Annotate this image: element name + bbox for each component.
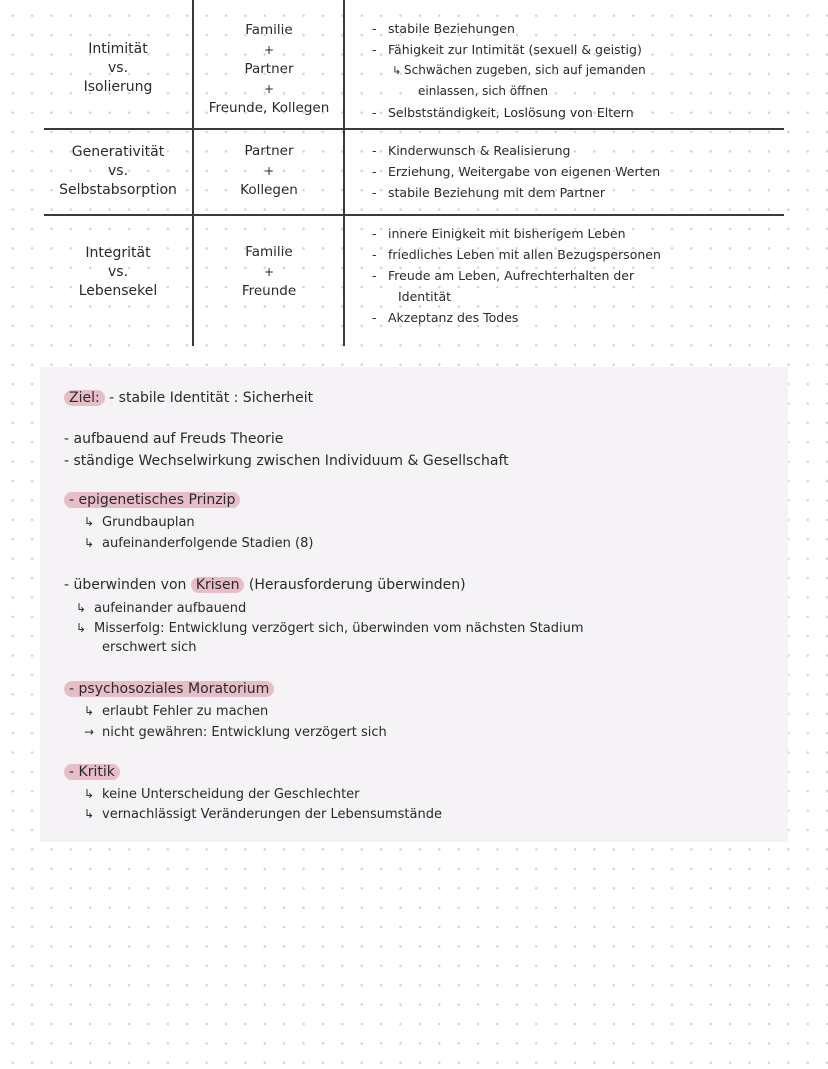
turn-arrow-icon: ↳ — [76, 601, 87, 615]
characteristic-item: - innere Einigkeit mit bisherigem Leben — [372, 223, 792, 244]
note-subline — [84, 804, 442, 825]
characteristic-item-cont: Identität — [398, 289, 452, 304]
note-subline — [76, 618, 584, 639]
relation-text: Familie — [245, 244, 293, 260]
note-subtext: Grundbauplan — [102, 515, 195, 530]
note-subline — [84, 784, 360, 805]
stage-cell — [44, 236, 192, 308]
turn-arrow-icon: ↳ — [84, 807, 95, 821]
stage-cell — [44, 136, 192, 206]
moratorium-heading — [64, 679, 274, 699]
stage-line: Generativität — [71, 143, 165, 160]
turn-arrow-icon: ↳ — [84, 536, 95, 550]
critique-title: Kritik — [78, 764, 115, 780]
relation-plus: + — [263, 265, 275, 279]
stage-line: vs. — [107, 59, 129, 76]
turn-arrow-icon: ↳ — [84, 787, 95, 801]
relations-cell — [194, 14, 344, 124]
characteristic-item: - Freude am Leben, Aufrechterhalten der — [372, 265, 792, 286]
stage-line: Isolierung — [83, 78, 153, 95]
epigenetic-title: epigenetisches Prinzip — [78, 492, 236, 508]
stage-line: Integrität — [85, 244, 151, 261]
note-subline — [84, 512, 195, 533]
goal-line — [64, 388, 313, 408]
note-subtext: aufeinander aufbauend — [94, 601, 247, 616]
note-line: - ständige Wechselwirkung zwischen Individuum & Gesellschaft — [64, 453, 509, 469]
goal-text: - stabile Identität : Sicherheit — [109, 390, 314, 406]
turn-arrow-icon: ↳ — [84, 515, 95, 529]
crisis-line — [64, 575, 466, 595]
crisis-pre: - überwinden von — [64, 577, 187, 593]
turn-arrow-icon: ↳ — [76, 621, 87, 635]
note-subtext: aufeinanderfolgende Stadien (8) — [102, 536, 314, 551]
characteristic-item: - Fähigkeit zur Intimität (sexuell & geistig) — [372, 39, 792, 60]
stage-line: Intimität — [88, 40, 148, 57]
stage-line: Selbstabsorption — [59, 181, 177, 198]
characteristic-item: - Akzeptanz des Todes — [372, 307, 792, 328]
relation-text: Partner — [244, 143, 294, 159]
relation-plus: + — [263, 42, 275, 57]
characteristics-cell — [372, 223, 792, 328]
note-subline-cont: erschwert sich — [102, 640, 197, 655]
relation-text: Partner — [244, 60, 294, 77]
relation-text: Kollegen — [240, 182, 298, 198]
note-line: - aufbauend auf Freuds Theorie — [64, 431, 284, 447]
critique-highlight: - Kritik — [64, 764, 120, 780]
stage-line: vs. — [107, 263, 129, 280]
note-subline — [84, 701, 268, 722]
moratorium-highlight: - psychosoziales Moratorium — [64, 681, 274, 697]
characteristic-item: - stabile Beziehung mit dem Partner — [372, 182, 792, 203]
stage-cell — [44, 30, 192, 106]
relation-plus: + — [263, 164, 275, 178]
characteristic-subitem: ↳ Schwächen zugeben, sich auf jemanden — [372, 60, 792, 81]
critique-heading — [64, 762, 120, 782]
stage-line: Lebensekel — [78, 282, 158, 299]
relation-text: Familie — [245, 21, 293, 38]
relations-cell — [194, 136, 344, 206]
goal-label: Ziel: — [64, 390, 105, 406]
epigenetic-highlight: - epigenetisches Prinzip — [64, 492, 240, 508]
crisis-highlight: Krisen — [191, 577, 245, 593]
table-row-separator — [44, 214, 784, 216]
characteristics-cell — [372, 18, 792, 123]
crisis-post: (Herausforderung überwinden) — [248, 577, 466, 593]
characteristic-item: - Kinderwunsch & Realisierung — [372, 140, 792, 161]
characteristics-cell — [372, 140, 792, 203]
note-subline — [84, 722, 387, 743]
right-arrow-icon: → — [84, 725, 95, 739]
note-subline — [76, 598, 246, 619]
epigenetic-heading — [64, 490, 240, 510]
relation-plus: + — [263, 81, 275, 96]
characteristic-subitem-cont: einlassen, sich öffnen — [418, 84, 548, 98]
characteristic-item: - stabile Beziehungen — [372, 18, 792, 39]
stage-line: vs. — [107, 162, 129, 179]
note-subtext: nicht gewähren: Entwicklung verzögert sich — [102, 725, 387, 740]
characteristic-item: - friedliches Leben mit allen Bezugspersonen — [372, 244, 792, 265]
note-subtext: Misserfolg: Entwicklung verzögert sich, überwinden vom nächsten Stadium — [94, 621, 584, 636]
moratorium-title: psychosoziales Moratorium — [78, 681, 270, 697]
characteristic-item: - Erziehung, Weitergabe von eigenen Werten — [372, 161, 792, 182]
note-subtext: erlaubt Fehler zu machen — [102, 704, 269, 719]
table-row-separator — [44, 128, 784, 130]
note-subline — [84, 533, 313, 554]
turn-arrow-icon: ↳ — [84, 704, 95, 718]
relation-text: Freunde, Kollegen — [208, 99, 330, 116]
note-subtext: keine Unterscheidung der Geschlechter — [102, 787, 360, 802]
relation-text: Freunde — [241, 283, 297, 299]
note-subtext: vernachlässigt Veränderungen der Lebensumstände — [102, 807, 442, 822]
relations-cell — [194, 236, 344, 308]
characteristic-item: - Selbstständigkeit, Loslösung von Eltern — [372, 102, 792, 123]
